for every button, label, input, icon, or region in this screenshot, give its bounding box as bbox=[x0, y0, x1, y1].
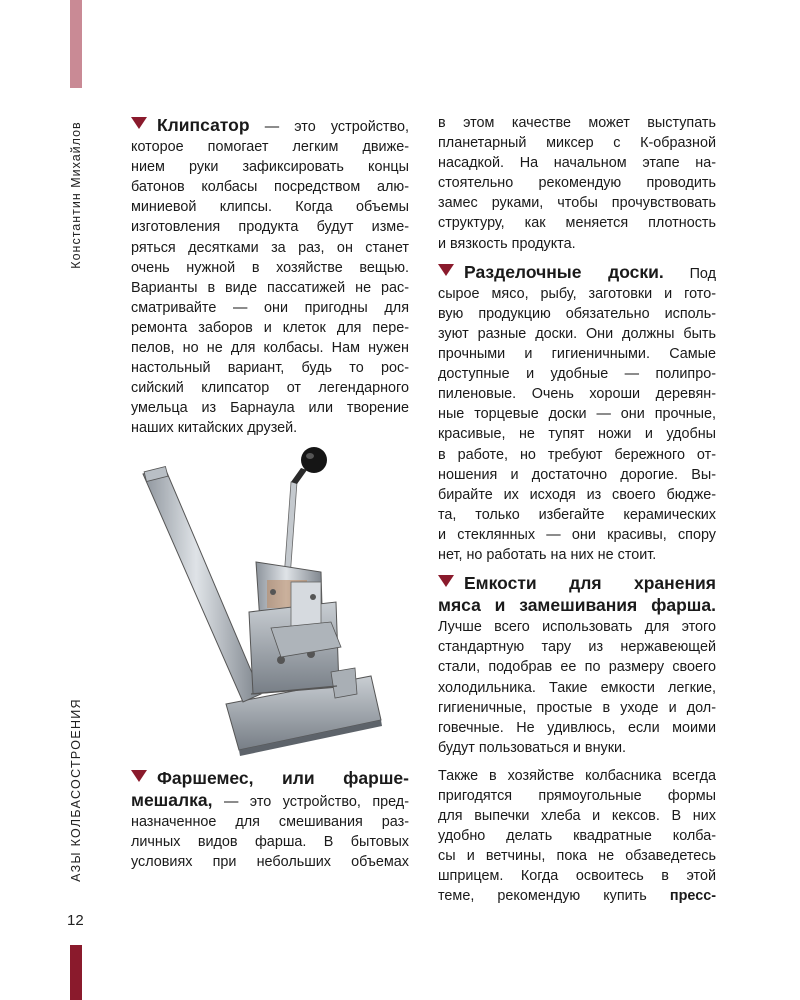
text-line bbox=[438, 886, 716, 906]
top-accent-bar bbox=[70, 0, 82, 88]
text-line: нием руки зафиксировать концы bbox=[131, 159, 409, 176]
text-line: пиленовые. Очень хороши деревян- bbox=[438, 386, 716, 403]
triangle-bullet-icon bbox=[438, 264, 454, 276]
boards-heading: Разделочные доски. bbox=[464, 261, 664, 282]
text-line: в этом качестве может выступать bbox=[438, 115, 716, 131]
text-line: зуют разные доски. Они должны быть bbox=[438, 325, 716, 342]
text-line: шприцем. Когда освоитесь в этой bbox=[438, 868, 716, 885]
text-line: бирайте их исходя из своего бюдже- bbox=[438, 486, 716, 503]
bottom-accent-bar bbox=[70, 945, 82, 1000]
text-line: изготовления продукта будут изме- bbox=[131, 219, 409, 236]
text-line: назначенное для смешивания раз- bbox=[131, 814, 409, 831]
text-line: в работе, но требуют бережного от- bbox=[438, 446, 716, 463]
text-line: сматривайте — они пригодны для bbox=[131, 299, 409, 316]
text-line: стоятельно рекомендую проводить bbox=[438, 175, 716, 192]
text-line: и вязкость продукта. bbox=[438, 235, 576, 252]
text-line: Под bbox=[689, 265, 716, 282]
containers-heading-part: мяса и замешивания фарша. bbox=[438, 595, 716, 616]
containers-heading: Емкости для хранения bbox=[464, 573, 716, 594]
text-line: — это устройство, пред- bbox=[223, 794, 409, 811]
page-number: 12 bbox=[67, 912, 84, 929]
klipsator-heading-line bbox=[131, 115, 409, 137]
text-line: миниевой клипсы. Когда объемы bbox=[131, 199, 409, 216]
text-line: Варианты в виде пассатижей не рас- bbox=[131, 279, 409, 296]
text-line: для выпечки хлеба и кексов. В них bbox=[438, 808, 716, 825]
text-line: говечные. Не удивлюсь, если моими bbox=[438, 719, 716, 736]
text-line: настольный вариант, будь то рос- bbox=[131, 360, 409, 377]
text-line: ношения и достаточно дорогие. Вы- bbox=[438, 466, 716, 483]
text-line: наших китайских друзей. bbox=[131, 420, 298, 437]
farshemes-heading-continuation bbox=[131, 790, 409, 812]
text-line: замес руками, чтобы прочувствовать bbox=[438, 195, 716, 212]
triangle-bullet-icon bbox=[438, 575, 454, 587]
text-line: ряться десятками за раз, он станет bbox=[131, 239, 409, 256]
text-line: насадкой. На начальном этапе на- bbox=[438, 155, 716, 172]
left-column bbox=[131, 115, 409, 439]
text-line: пригодятся прямоугольные формы bbox=[438, 788, 716, 804]
author-running-header: Константин Михайлов bbox=[69, 121, 83, 269]
text-line: удобно делать квадратные колба- bbox=[438, 828, 716, 845]
book-title-running-header: АЗЫ КОЛБАСОСТРОЕНИЯ bbox=[69, 698, 83, 882]
triangle-bullet-icon bbox=[131, 117, 147, 129]
text-line: батонов колбасы посредством алю- bbox=[131, 179, 409, 196]
right-column bbox=[438, 113, 716, 907]
text-line: вую продукцию обязательно исполь- bbox=[438, 305, 716, 322]
bold-term: пресс- bbox=[669, 888, 717, 905]
containers-heading-continuation bbox=[438, 595, 716, 617]
text-line: структуру, как меняется плотность bbox=[438, 215, 716, 232]
text-line: и стеклянных — они красивы, спору bbox=[438, 526, 716, 543]
text-line: та, только избегайте керамических bbox=[438, 506, 716, 523]
text-line: Также в хозяйстве колбасника всегда bbox=[438, 767, 716, 784]
containers-heading-line bbox=[438, 573, 716, 595]
text-line: умельца из Барнаула или творение bbox=[131, 400, 409, 417]
text-line: стали, подобрав ее по размеру своего bbox=[438, 659, 716, 676]
farshemes-heading-line bbox=[131, 768, 409, 790]
text-line: ные торцевые доски — они прочные, bbox=[438, 406, 716, 423]
text-line: стандартную тару из нержавеющей bbox=[438, 639, 716, 656]
text-line: гигиеничные, простые в уходе и дол- bbox=[438, 699, 716, 716]
text-line: красивые, не тупят ножи и удобны bbox=[438, 426, 716, 443]
text-line: сы и ветчины, пока не обзаведетесь bbox=[438, 848, 716, 865]
text-line: доступные и удобные — полипро- bbox=[438, 366, 716, 383]
farshemes-section bbox=[131, 768, 409, 872]
text-line: условиях при небольших объемах bbox=[131, 854, 409, 871]
farshemes-heading: Фаршемес, или фарше- bbox=[157, 768, 409, 788]
text-line: пелов, но не для колбасы. Нам нужен bbox=[131, 340, 409, 357]
text-line: Лучше всего использовать для этого bbox=[438, 619, 716, 636]
text-line: сырое мясо, рыбу, заготовки и гото- bbox=[438, 285, 716, 302]
text-line: планетарный миксер с К-образной bbox=[438, 135, 716, 152]
text-line: очень нужной в хозяйстве вещью. bbox=[131, 259, 409, 276]
text-line: нет, но работать на них не стоит. bbox=[438, 546, 657, 563]
clipper-machine-photo bbox=[131, 432, 411, 757]
farshemes-heading-part: мешалка, bbox=[131, 790, 213, 811]
text-line: будут пользоваться и внуки. bbox=[438, 739, 627, 756]
text-line: сийский клипсатор от легендарного bbox=[131, 380, 409, 397]
boards-heading-line bbox=[438, 262, 716, 284]
text-line: ремонта заборов и клеток для пере- bbox=[131, 319, 409, 336]
triangle-bullet-icon bbox=[131, 770, 147, 782]
text-line: прочными и гигиеничными. Самые bbox=[438, 346, 716, 363]
text-line: которое помогает легким движе- bbox=[131, 139, 409, 156]
klipsator-heading: Клипсатор bbox=[157, 115, 250, 135]
text-line: — это устройство, bbox=[264, 119, 410, 135]
text-line: холодильника. Такие емкости легкие, bbox=[438, 679, 716, 696]
text-line: личных видов фарша. В бытовых bbox=[131, 834, 409, 851]
text-line-start: теме, рекомендую купить bbox=[438, 888, 647, 905]
